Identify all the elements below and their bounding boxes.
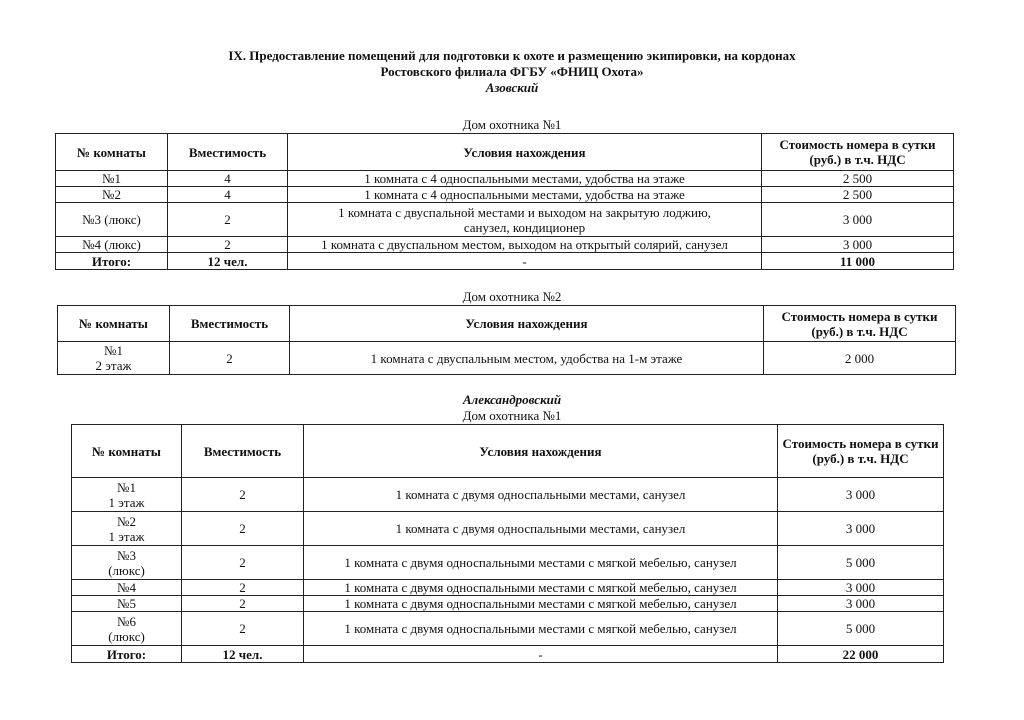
table-row bbox=[72, 596, 944, 612]
conditions: 1 комната с 4 односпальными местами, удобства на этаже bbox=[288, 171, 762, 187]
room-number-line: №2 bbox=[117, 513, 136, 529]
table-row bbox=[72, 612, 944, 646]
caption-azov-house-1: Дом охотника №1 bbox=[462, 117, 562, 132]
total-label: Итого: bbox=[72, 646, 182, 663]
conditions: 1 комната с двуспальном местом, выходом на открытый солярий, санузел bbox=[288, 237, 762, 253]
price: 3 000 bbox=[778, 478, 944, 512]
table-row bbox=[56, 237, 954, 253]
total-label: Итого: bbox=[56, 253, 168, 270]
room-number: №4 (люкс) bbox=[56, 237, 168, 253]
price: 2 500 bbox=[762, 187, 954, 203]
header-price: Стоимость номера в сутки (руб.) в т.ч. НДС bbox=[778, 425, 944, 478]
header-capacity: Вместимость bbox=[168, 134, 288, 171]
table-row bbox=[72, 512, 944, 546]
room-number bbox=[72, 612, 182, 646]
price: 3 000 bbox=[778, 512, 944, 546]
conditions: 1 комната с двуспальной местами и выходом на закрытую лоджию, санузел, кондиционер bbox=[288, 203, 762, 237]
table-azov-house-2 bbox=[57, 305, 956, 375]
room-number bbox=[58, 342, 170, 375]
header-conditions: Условия нахождения bbox=[290, 306, 764, 342]
price: 3 000 bbox=[778, 596, 944, 612]
capacity: 2 bbox=[182, 546, 304, 580]
price: 3 000 bbox=[762, 203, 954, 237]
price: 5 000 bbox=[778, 612, 944, 646]
total-capacity: 12 чел. bbox=[168, 253, 288, 270]
capacity: 2 bbox=[182, 512, 304, 546]
room-number: №2 bbox=[56, 187, 168, 203]
room-number-line: №3 bbox=[117, 547, 136, 563]
header-capacity: Вместимость bbox=[170, 306, 290, 342]
table-azov-house-1 bbox=[55, 133, 954, 270]
price: 2 000 bbox=[764, 342, 956, 375]
capacity: 4 bbox=[168, 187, 288, 203]
header-room: № комнаты bbox=[58, 306, 170, 342]
room-number-line: №6 bbox=[117, 613, 136, 629]
room-floor: (люкс) bbox=[108, 562, 145, 578]
table-row bbox=[72, 478, 944, 512]
header-price: Стоимость номера в сутки (руб.) в т.ч. НДС bbox=[764, 306, 956, 342]
conditions: 1 комната с двумя односпальными местами с мягкой мебелью, санузел bbox=[304, 546, 778, 580]
capacity: 2 bbox=[182, 580, 304, 596]
room-number-line: №1 bbox=[104, 343, 123, 358]
header-capacity: Вместимость bbox=[182, 425, 304, 478]
room-floor: 1 этаж bbox=[108, 494, 145, 510]
table-row bbox=[56, 203, 954, 237]
capacity: 2 bbox=[168, 203, 288, 237]
conditions: 1 комната с двумя односпальными местами, санузел bbox=[304, 478, 778, 512]
section-title-azovsky: Азовский bbox=[485, 80, 539, 95]
table-row bbox=[72, 546, 944, 580]
capacity: 2 bbox=[182, 596, 304, 612]
capacity: 2 bbox=[182, 612, 304, 646]
total-capacity: 12 чел. bbox=[182, 646, 304, 663]
total-conditions: - bbox=[288, 253, 762, 270]
header-conditions: Условия нахождения bbox=[304, 425, 778, 478]
capacity: 2 bbox=[182, 478, 304, 512]
conditions: 1 комната с двумя односпальными местами с мягкой мебелью, санузел bbox=[304, 596, 778, 612]
capacity: 2 bbox=[170, 342, 290, 375]
room-floor: (люкс) bbox=[108, 628, 145, 644]
total-conditions: - bbox=[304, 646, 778, 663]
capacity: 2 bbox=[168, 237, 288, 253]
title-line-2: Ростовского филиала ФГБУ «ФНИЦ Охота» bbox=[380, 64, 644, 79]
table-aleks-house-1 bbox=[71, 424, 944, 663]
capacity: 4 bbox=[168, 171, 288, 187]
document-title bbox=[0, 48, 1024, 96]
section-title-aleksandrovsky: Александровский bbox=[462, 392, 562, 407]
header-price: Стоимость номера в сутки (руб.) в т.ч. НДС bbox=[762, 134, 954, 171]
room-floor: 2 этаж bbox=[95, 358, 132, 373]
price: 3 000 bbox=[778, 580, 944, 596]
price: 2 500 bbox=[762, 171, 954, 187]
room-floor: 1 этаж bbox=[108, 528, 145, 544]
room-number: №3 (люкс) bbox=[56, 203, 168, 237]
conditions: 1 комната с двумя односпальными местами с мягкой мебелью, санузел bbox=[304, 580, 778, 596]
conditions: 1 комната с двуспальным местом, удобства на 1-м этаже bbox=[290, 342, 764, 375]
total-price: 22 000 bbox=[778, 646, 944, 663]
room-number: №1 bbox=[56, 171, 168, 187]
total-price: 11 000 bbox=[762, 253, 954, 270]
title-line-1: IX. Предоставление помещений для подготовки к охоте и размещению экипировки, на кордонах bbox=[228, 48, 796, 63]
table-row bbox=[56, 171, 954, 187]
room-number bbox=[72, 546, 182, 580]
header-room: № комнаты bbox=[56, 134, 168, 171]
conditions: 1 комната с двумя односпальными местами с мягкой мебелью, санузел bbox=[304, 612, 778, 646]
total-row bbox=[72, 646, 944, 663]
room-number bbox=[72, 512, 182, 546]
conditions: 1 комната с двумя односпальными местами, санузел bbox=[304, 512, 778, 546]
header-conditions: Условия нахождения bbox=[288, 134, 762, 171]
table-row bbox=[56, 187, 954, 203]
price: 5 000 bbox=[778, 546, 944, 580]
room-number-line: №1 bbox=[117, 479, 136, 495]
caption-aleks-house-1: Дом охотника №1 bbox=[462, 408, 562, 423]
caption-azov-house-2: Дом охотника №2 bbox=[462, 289, 562, 304]
conditions: 1 комната с 4 односпальными местами, удобства на этаже bbox=[288, 187, 762, 203]
total-row bbox=[56, 253, 954, 270]
table-row bbox=[72, 580, 944, 596]
table-row bbox=[58, 342, 956, 375]
room-number bbox=[72, 478, 182, 512]
price: 3 000 bbox=[762, 237, 954, 253]
room-number: №4 bbox=[72, 580, 182, 596]
header-room: № комнаты bbox=[72, 425, 182, 478]
room-number: №5 bbox=[72, 596, 182, 612]
